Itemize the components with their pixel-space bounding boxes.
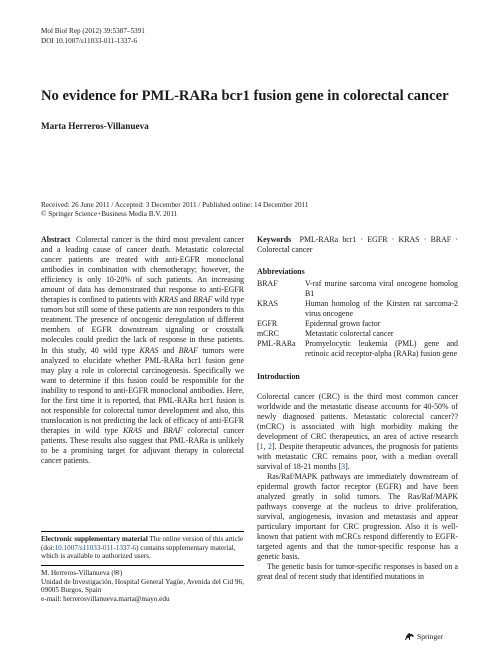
ref-close: ]. [345, 461, 350, 471]
abstract-kras: KRAS [158, 295, 178, 305]
abstract-text-3: tumors were analyzed to elucidate whether PML-RARa bcr1 fusion gene may play a role in colorectal carcinogenesis. Specifically we want to determine if this fusion could be responsible for the inability to respond to anti-EGFR monoclonal antibodies. Here, for the first time it is reported, that PML-RARa bcr1 fusion is not responsible for colorectal tumor development and also, this translocation is not predicting the lack of efficacy of anti-EGFR therapies in wild type [41, 345, 245, 435]
publisher-footer [404, 632, 443, 641]
abstract-kras-2: KRAS [139, 345, 159, 355]
abstract-braf: BRAF [193, 295, 213, 305]
abbr-row [257, 299, 458, 319]
abbr-term: PML-RARa [257, 339, 296, 349]
esm-label: Electronic supplementary material [41, 535, 148, 543]
abbr-row [257, 339, 458, 359]
abbr-definition: Promyelocytic leukemia (PML) gene and retinoic acid receptor-alpha (RARa) fusion gene [305, 339, 458, 359]
journal-header [41, 27, 145, 46]
abstract-and: and [177, 295, 194, 305]
abstract-text-1: Colorectal cancer is the third most prevalent cancer and a leading cause of cancer death. Metastatic colorectal cancer patients are treated with anti-EGFR monoclonal antibodies in combination with chemotherapy; however, the efficiency is only 10-20% of such patients. An increasing amount of data has demonstrated that response to anti-EGFR therapies is confined to patients with [41, 235, 244, 305]
reference-link[interactable]: 2 [268, 441, 272, 451]
received-accepted-line: Received: 26 June 2011 / Accepted: 3 December 2011 / Published online: 14 December 2011 [41, 201, 309, 209]
supplementary-note [41, 531, 244, 561]
abbreviations-heading: Abbreviations [257, 267, 305, 277]
springer-horse-icon [404, 632, 415, 641]
abbr-term: EGFR [257, 319, 278, 329]
abstract [41, 235, 244, 466]
abstract-braf-2: BRAF [178, 345, 198, 355]
author-affiliation [41, 565, 244, 603]
intro-paragraph-1 [257, 392, 458, 472]
esm-text-1: The online version of this article (doi: [41, 535, 244, 552]
keywords-label: Keywords [257, 235, 292, 244]
abbreviations [257, 267, 458, 359]
abbr-definition: Human homolog of the Kirsten rat sarcoma-2 virus oncogene [305, 299, 458, 319]
reference-link[interactable]: 1 [259, 441, 264, 451]
abbr-definition: Epidermal grown factor [305, 319, 381, 329]
copyright-line: © Springer Science+Business Media B.V. 2011 [41, 209, 178, 218]
journal-citation: Mol Biol Rep (2012) 39:5387–5391 [41, 27, 145, 35]
article-title: No evidence for PML-RARa bcr1 fusion gene in colorectal cancer [41, 88, 449, 104]
ref-separator: , [263, 441, 269, 451]
doi-line: DOI 10.1007/s11033-011-1337-6 [41, 36, 138, 45]
intro-paragraph-2: Ras/Raf/MAPK pathways are immediately downstream of epidermal growth factor receptor (EGFR) and have been analyzed greatly in solid tumors. The Ras/Raf/MAPK pathways converge at the nucleus to drive proliferation, survival, angiogenesis, invasion and metastasis and appear particulary important for CRC progression. Also it is well-known that patient with mCRCs respond differently to EGFR-targeted agents and that the tumor-specific response has a genetic basis. [257, 471, 458, 562]
abbr-row [257, 319, 458, 329]
abstract-text-2: wild type tumors but still some of these patients are non responders to this treatment. The presence of oncogenic deregulation of different members of EGFR downstream signaling or crosstalk molecules could predict the lack of response in these patients. In this study, 40 wild type [41, 295, 244, 355]
abbr-term: BRAF [257, 279, 278, 289]
abbr-definition: Metastatic colorectal cancer [305, 329, 394, 339]
abstract-and-3: and [141, 425, 164, 435]
abbr-row [257, 279, 458, 299]
keywords-text: PML-RARa bcr1 · EGFR · KRAS · BRAF · Colorectal cancer [257, 235, 458, 255]
introduction-heading: Introduction [257, 371, 300, 381]
abbr-term: KRAS [257, 299, 279, 309]
publisher-name: Springer [417, 632, 444, 641]
right-column [257, 235, 458, 582]
affiliation-author: M. Herreros-Villanueva (✉) [41, 569, 123, 577]
abbr-row [257, 329, 458, 339]
reference-link[interactable]: 3 [341, 461, 346, 471]
intro-text-1a: Colorectal cancer (CRC) is the third most common cancer worldwide and the metastatic disease accounts for 40-50% of newly diagnosed patients. Metastatic colorectal cancer?? (mCRC) is associated with high morbidity making the development of CRC therapeutics, an area of active research [ [257, 391, 458, 451]
intro-text-1b: ]. Despite therapeutic advances, the prognosis for patients with metastatic CRC remains poor, with a median overall survival of 18-21 months [ [257, 441, 458, 471]
affiliation-email[interactable]: e-mail: herrerosvillanueva.marta@mayo.edu [41, 594, 170, 603]
abstract-text-4: colorectal cancer patients. These results also suggest that PML-RARa is unlikely to be a promising target for adjuvant therapy in colorectal cancer patients. [41, 425, 244, 466]
article-dates [41, 201, 308, 218]
author-name: Marta Herreros-Villanueva [41, 121, 149, 131]
abstract-label: Abstract [41, 235, 71, 244]
intro-paragraph-3: The genetic basis for tumor-specific responses is based on a great deal of recent study that identified mutations in [257, 562, 458, 582]
keywords [257, 235, 458, 255]
affiliation-address: Unidad de Investigación, Hospital General Yagüe, Avenida del Cid 96, 09005 Burgos, Spain [41, 577, 244, 595]
esm-doi-link[interactable]: 10.1007/s11033-011-1337-6 [54, 543, 137, 552]
esm-text-2: ) contains supplementary material, which is available to authorized users. [41, 543, 236, 560]
abstract-kras-3: KRAS [123, 425, 142, 435]
abstract-braf-3: BRAF [163, 425, 183, 435]
abbr-definition: V-raf murine sarcoma viral oncogene homolog B1 [305, 279, 458, 299]
abstract-and-2: and [158, 345, 179, 355]
abbr-term: mCRC [257, 329, 279, 339]
